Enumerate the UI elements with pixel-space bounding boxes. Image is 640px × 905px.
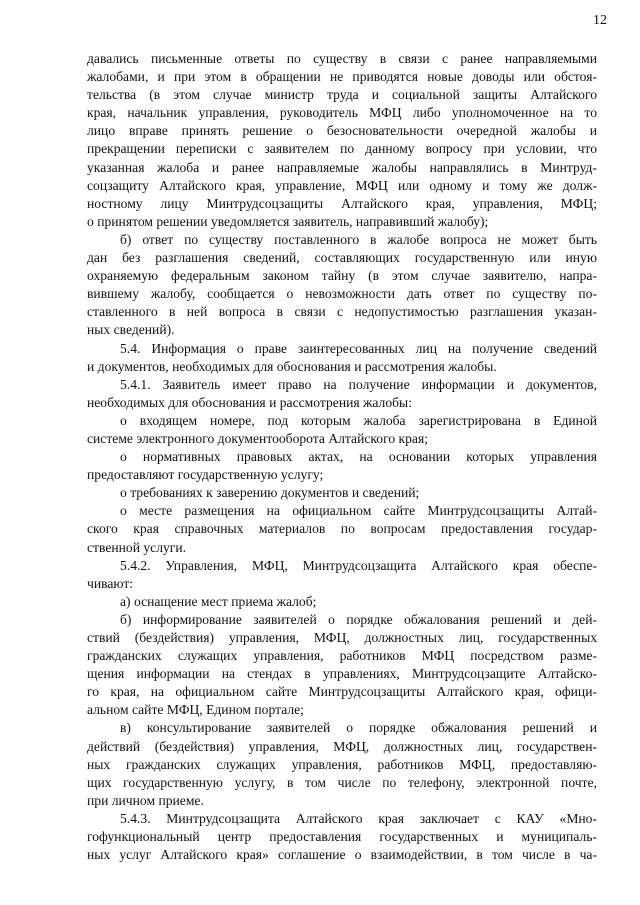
text-line: щих государственную услугу, в том числе по телефону, электронной почте,	[87, 774, 597, 790]
text-line: жалобами, и при этом в обращении не приводятся новые доводы или обстоя-	[87, 69, 597, 85]
text-line: альном сайте МФЦ, Едином портале;	[87, 702, 304, 718]
text-line: необходимых для обоснования и рассмотрения жалобы:	[87, 394, 412, 410]
text-line: ственной услуги.	[87, 539, 187, 555]
text-line: 5.4.3. Минтрудсоцзащита Алтайского края заключает с КАУ «Мно-	[120, 810, 597, 826]
text-line: чивают:	[87, 575, 134, 591]
text-line: охраняемую федеральным законом тайну (в этом случае заявителю, напра-	[87, 268, 597, 284]
text-line: о требованиях к заверению документов и сведений;	[120, 485, 420, 501]
text-line: гофункциональный центр предоставления государственных и муниципаль-	[87, 829, 597, 845]
text-line: при личном приеме.	[87, 792, 204, 808]
text-line: давались письменные ответы по существу в связи с ранее направляемыми	[87, 51, 597, 66]
text-line: действий (бездействия) управления, МФЦ, должностных лиц, государствен-	[87, 738, 597, 754]
text-line: гражданских служащих управления, работников МФЦ посредством разме-	[87, 648, 597, 664]
text-line: ных сведений).	[87, 322, 175, 338]
text-line: ставленного в ней вопроса в связи с недопустимостью разглашения указан-	[87, 304, 597, 320]
text-line: указанная жалоба и ранее направляемые жалобы направлялись в Минтруд-	[87, 159, 597, 175]
text-line: о входящем номере, под которым жалоба зарегистрирована в Единой	[120, 412, 597, 428]
text-line: вившему жалобу, сообщается о невозможности дать ответ по существу по-	[87, 286, 597, 302]
body-text	[87, 50, 597, 864]
text-line: 5.4. Информация о праве заинтересованных лиц на получение сведений	[120, 340, 597, 356]
text-line: в) консультирование заявителей о порядке обжалования решений и	[120, 720, 597, 736]
text-line: прекращении переписки с заявителем по данному вопросу при условии, что	[87, 141, 597, 157]
text-line: ствий (бездействия) управления, МФЦ, должностных лиц, государственных	[87, 630, 597, 645]
text-line: 5.4.1. Заявитель имеет право на получение информации и документов,	[120, 376, 597, 392]
text-line: тельства (в этом случае министр труда и социальной защиты Алтайского	[87, 87, 597, 103]
text-line: б) информирование заявителей о порядке обжалования решений и дей-	[120, 611, 597, 627]
text-line: о принятом решении уведомляется заявитель, направивший жалобу);	[87, 213, 489, 229]
text-line: ского края справочных материалов по вопросам предоставления государ-	[87, 521, 597, 537]
text-line: ных услуг Алтайского края» соглашение о взаимодействии, в том числе в ча-	[87, 847, 597, 863]
text-line: лицо вправе принять решение о безосновательности очередной жалобы и	[87, 123, 597, 139]
text-line: го края, на официальном сайте Минтрудсоцзащиты Алтайского края, офици-	[87, 684, 597, 700]
text-line: 5.4.2. Управления, МФЦ, Минтрудсоцзащита Алтайского края обеспе-	[120, 557, 597, 573]
text-line: соцзащиту Алтайского края, управление, МФЦ или одному и тому же долж-	[87, 177, 597, 193]
text-line: о месте размещения на официальном сайте Минтрудсоцзащиты Алтай-	[120, 503, 597, 519]
text-line: щения информации на стендах в управлениях, Минтрудсоцзащите Алтайско-	[87, 666, 597, 682]
page-number: 12	[593, 13, 607, 28]
text-line: дан без разглашения сведений, составляющих государственную или иную	[87, 250, 597, 266]
text-line: края, начальник управления, руководитель МФЦ либо уполномоченное на то	[87, 105, 597, 121]
text-line: ностному лицу Минтрудсоцзащиты Алтайского края, управления, МФЦ;	[87, 195, 597, 211]
text-line: а) оснащение мест приема жалоб;	[120, 593, 317, 609]
text-line: о нормативных правовых актах, на основании которых управления	[120, 449, 597, 465]
text-line: предоставляют государственную услугу;	[87, 467, 324, 483]
text-line: и документов, необходимых для обоснования и рассмотрения жалобы.	[87, 358, 497, 374]
text-line: системе электронного документооборота Алтайского края;	[87, 430, 428, 446]
text-line: ных гражданских служащих управления, работников МФЦ, предоставляю-	[87, 756, 597, 772]
text-line: б) ответ по существу поставленного в жалобе вопроса не может быть	[120, 231, 597, 247]
